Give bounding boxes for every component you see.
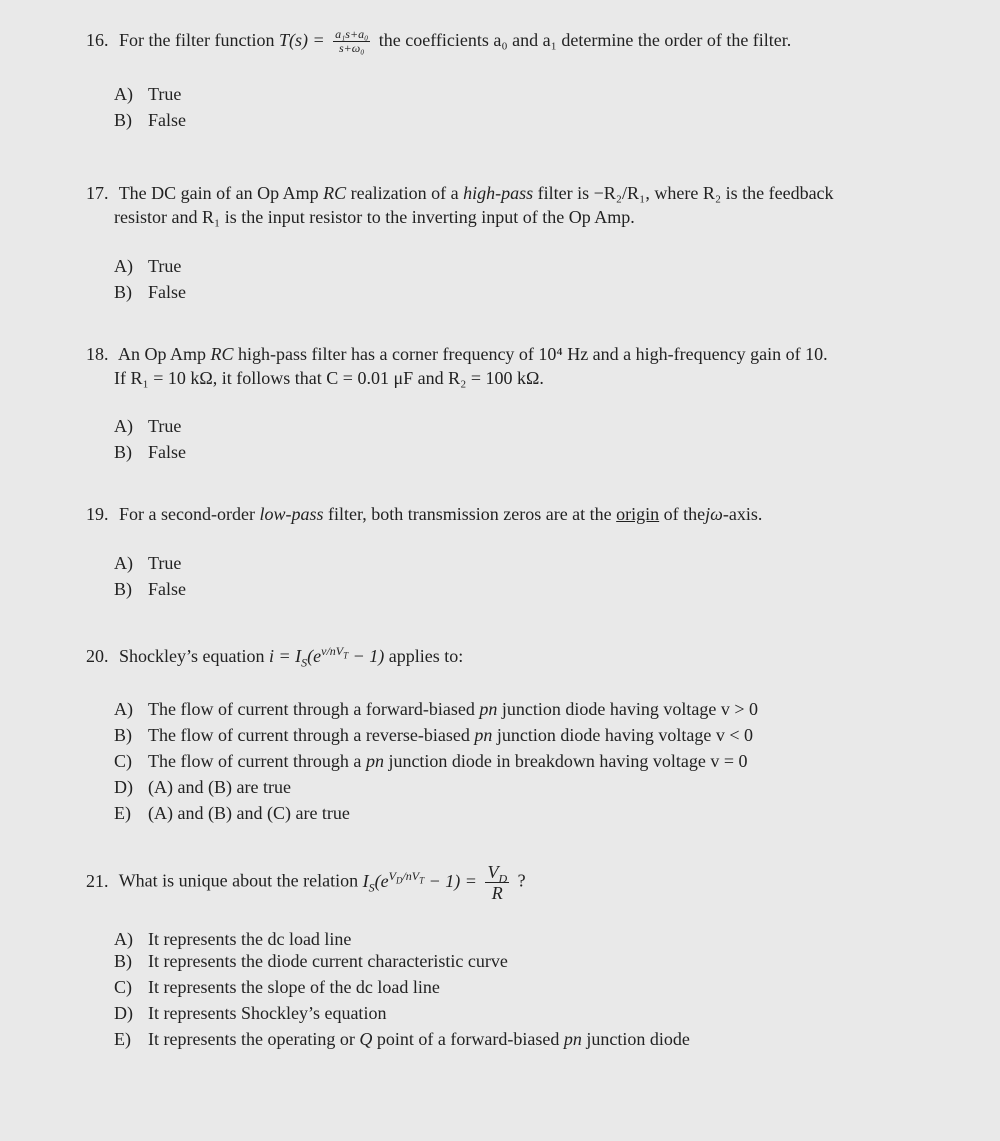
option-letter: C) [114,977,132,997]
option-letter: A) [114,416,133,436]
question-17 [86,181,834,205]
question-text: Shockley’s equation [119,646,265,666]
option-letter: A) [114,929,133,949]
question-text: applies to: [388,646,464,666]
fraction-numerator: a₁s+a₀ [335,27,369,42]
option-letter: B) [114,725,132,745]
option[interactable] [114,577,186,601]
question-number: 18. [86,344,109,364]
option[interactable] [114,254,181,278]
question-19 [86,502,762,526]
option-text: True [148,84,182,104]
question-text: filter is −R₂/R₁, where R₂ is the feedback [537,183,834,203]
option-text: True [148,256,182,276]
question-18-continued: If R₁ = 10 kΩ, it follows that C = 0.01 μF and R₂ = 100 kΩ. [114,368,544,388]
shockley-equation: $i = I_S(e^{v/nV_T} - 1)$ [268,644,385,670]
question-text: -axis. [722,504,763,524]
question-16 [86,28,791,55]
option[interactable]: E) It represents the operating or Q point of a forward-biased pn junction diode [114,1029,690,1049]
option-text: True [148,553,182,573]
option-letter: C) [114,751,132,771]
high-pass-term: high-pass [463,183,534,203]
question-text-end: the coefficients a₀ and a₁ determine the order of the filter. [378,30,792,50]
option[interactable] [114,108,186,132]
option-letter: D) [114,777,133,797]
question-text: filter, both transmission zeros are at the [327,504,612,524]
option[interactable]: A) It represents the dc load line [114,929,352,949]
question-text: The DC gain of an Op Amp [118,183,319,203]
option[interactable]: D) It represents Shockley’s equation [114,1003,387,1023]
question-number: 19. [86,504,109,524]
question-text: high-pass filter has a corner frequency of 10⁴ Hz and a high-frequency gain of 10. [238,344,828,364]
option[interactable]: B) The flow of current through a reverse-biased pn junction diode having voltage v < 0 [114,725,753,745]
question-17-continued: resistor and R₁ is the input resistor to the inverting input of the Op Amp. [114,207,635,227]
option-text: False [148,579,186,599]
equation-lhs: T(s) = [278,30,325,50]
rc-term: RC [210,344,234,364]
question-number: 21. [86,870,109,891]
option-letter: B) [114,579,132,599]
option-letter: A) [114,256,133,276]
option-letter: D) [114,1003,133,1023]
rc-term: RC [323,183,347,203]
option-letter: B) [114,951,132,971]
option[interactable]: C) The flow of current through a pn junction diode in breakdown having voltage v = 0 [114,751,748,771]
option[interactable] [114,440,186,464]
question-number: 17. [86,183,109,203]
question-text: What is unique about the relation [118,870,359,891]
option-letter: B) [114,110,132,130]
option[interactable]: A) The flow of current through a forward-biased pn junction diode having voltage v > 0 [114,699,758,719]
transfer-fraction [333,28,370,55]
option[interactable] [114,82,181,106]
load-line-equation: $I_S(e^{V_D/nV_T} - 1)$ = [362,868,477,895]
option-letter: B) [114,282,132,302]
question-text: ? [517,870,526,891]
origin-term: origin [616,504,660,524]
question-21 [86,862,526,903]
option-letter: A) [114,84,133,104]
option[interactable]: E) (A) and (B) and (C) are true [114,803,350,823]
low-pass-term: low-pass [259,504,324,524]
option-text: False [148,442,186,462]
option-letter: E) [114,803,131,823]
option[interactable]: C) It represents the slope of the dc load line [114,977,440,997]
question-text: An Op Amp [118,344,207,364]
question-number: 16. [86,30,109,50]
jw-term: jω [705,504,723,524]
question-text: of the [663,504,706,524]
fraction-denominator: s+ω₀ [338,41,365,56]
option-letter: A) [114,553,133,573]
option[interactable]: D) (A) and (B) are true [114,777,291,797]
question-20 [86,644,463,668]
question-text: For a second-order [119,504,255,524]
option-text: False [148,110,186,130]
option-letter: B) [114,442,132,462]
question-18 [86,342,828,366]
option[interactable]: B) It represents the diode current characteristic curve [114,951,508,971]
vd-over-r-fraction: $\frac{V_D}{R}$ [487,862,508,903]
option[interactable] [114,414,181,438]
option-letter: E) [114,1029,131,1049]
option-text: False [148,282,186,302]
option[interactable] [114,280,186,304]
question-text: realization of a [350,183,459,203]
option-text: True [148,416,182,436]
option[interactable] [114,551,181,575]
question-text: For the filter function [119,30,275,50]
question-number: 20. [86,646,109,666]
option-letter: A) [114,699,133,719]
